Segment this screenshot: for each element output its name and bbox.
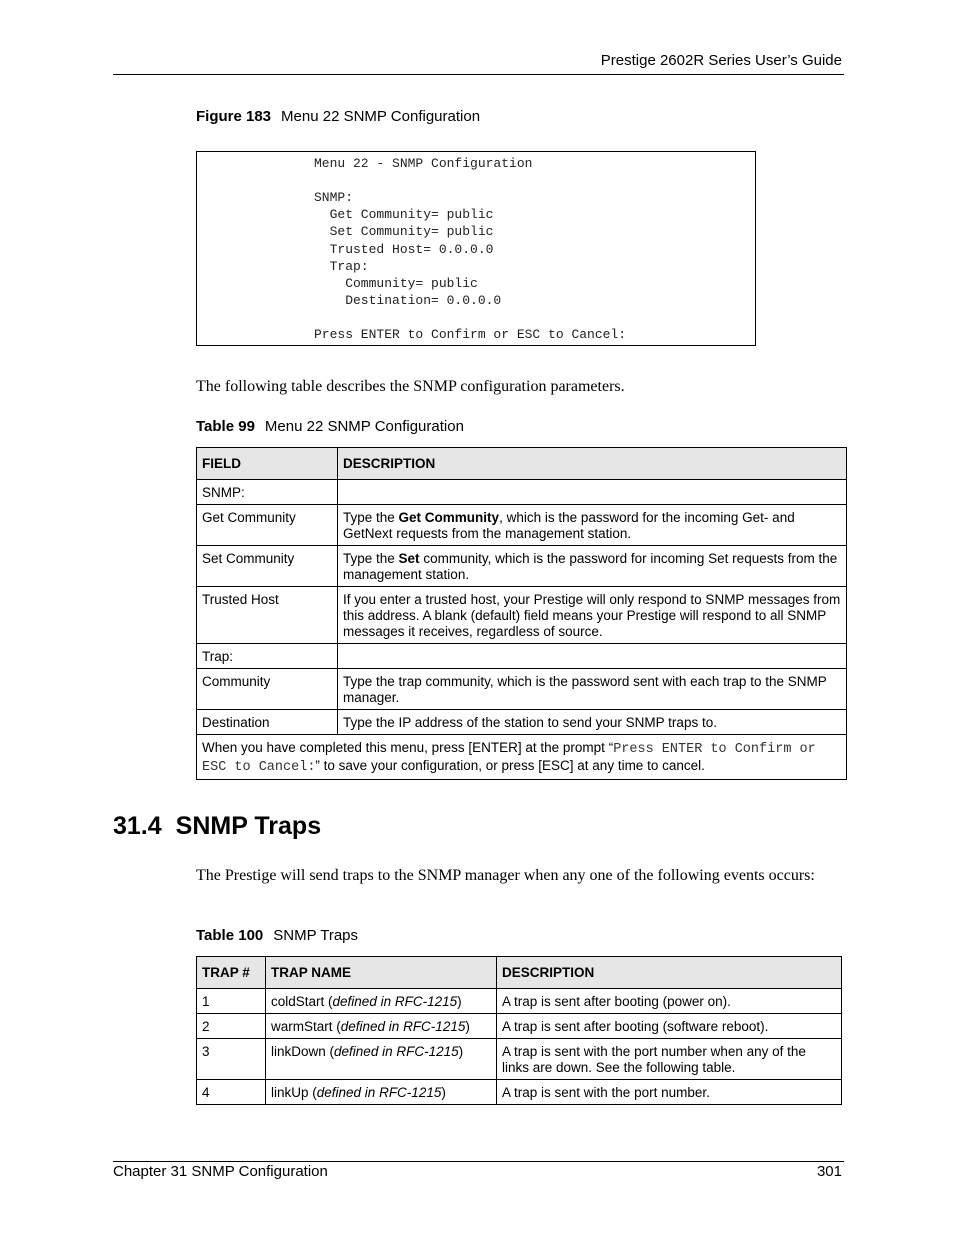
intro-paragraph: The following table describes the SNMP configuration parameters. [196, 378, 625, 395]
field-cell: SNMP: [197, 480, 338, 505]
table-row [197, 710, 847, 735]
column-header-description: DESCRIPTION [338, 448, 847, 480]
trap-reference: defined in RFC-1215 [334, 1044, 459, 1059]
table-row [197, 505, 847, 546]
table-row [197, 1014, 842, 1039]
table100-caption [196, 927, 358, 944]
footer-note-text: When you have completed this menu, press [ENTER] at the prompt “ [202, 740, 614, 755]
field-cell: Get Community [197, 505, 338, 546]
table-header-row [197, 448, 847, 480]
table-row [197, 644, 847, 669]
table-header-row [197, 957, 842, 989]
description-cell: A trap is sent after booting (software reboot). [497, 1014, 842, 1039]
terminal-line: Trap: [314, 259, 369, 274]
description-cell: Type the IP address of the station to send your SNMP traps to. [338, 710, 847, 735]
field-cell: Trusted Host [197, 587, 338, 644]
figure-label: Figure 183 [196, 108, 272, 125]
trap-name-cell: coldStart (defined in RFC-1215) [266, 989, 497, 1014]
trap-reference: defined in RFC-1215 [332, 994, 458, 1009]
terminal-line: Trusted Host= 0.0.0.0 [314, 242, 494, 257]
trap-number-cell: 4 [197, 1080, 266, 1105]
table-footer-note [197, 735, 847, 780]
field-cell: Trap: [197, 644, 338, 669]
snmp-traps-table [196, 956, 842, 1105]
description-cell [338, 505, 847, 546]
section-number: 31.4 [113, 812, 162, 840]
description-cell: A trap is sent after booting (power on). [497, 989, 842, 1014]
trap-name-cell: warmStart (defined in RFC-1215) [266, 1014, 497, 1039]
trap-name: warmStart [271, 1019, 333, 1034]
column-header-description: DESCRIPTION [497, 957, 842, 989]
description-text: , which is the password for the incoming Get- and GetNext requests from the management station. [343, 510, 795, 541]
description-bold-term: Set [398, 551, 420, 566]
field-cell: Destination [197, 710, 338, 735]
trap-number-cell: 1 [197, 989, 266, 1014]
footer-page-number: 301 [816, 1163, 842, 1180]
terminal-line: Press ENTER to Confirm or ESC to Cancel: [314, 327, 627, 342]
field-cell: Set Community [197, 546, 338, 587]
footer-chapter: Chapter 31 SNMP Configuration [113, 1163, 328, 1180]
description-cell: Type the trap community, which is the password sent with each trap to the SNMP manager. [338, 669, 847, 710]
section-heading [113, 812, 335, 841]
header-rule [113, 74, 844, 75]
description-cell: If you enter a trusted host, your Prestige will only respond to SNMP messages from this address. A blank (default) field means your Prestige will respond to all SNMP messages it receives, regardless of source. [338, 587, 847, 644]
terminal-line: Community= public [314, 276, 478, 291]
table99-caption [196, 418, 464, 435]
trap-name: coldStart [271, 994, 325, 1009]
description-text: Type the [343, 551, 399, 566]
table100-title: SNMP Traps [273, 927, 359, 944]
terminal-line: SNMP: [314, 190, 354, 205]
section-paragraph: The Prestige will send traps to the SNMP manager when any one of the following events occurs: [196, 867, 815, 884]
trap-name: linkUp [271, 1085, 309, 1100]
footer-note-text: ” to save your configuration, or press [ESC] at any time to cancel. [315, 758, 705, 773]
section-title: SNMP Traps [175, 812, 322, 840]
figure-caption [196, 108, 480, 125]
description-text: community, which is the password for incoming Set requests from the management station. [343, 551, 838, 582]
terminal-screen [196, 151, 756, 346]
terminal-line: Menu 22 - SNMP Configuration [314, 156, 533, 171]
column-header-field: FIELD [197, 448, 338, 480]
description-cell [338, 546, 847, 587]
snmp-config-table [196, 447, 847, 780]
trap-name-cell: linkDown (defined in RFC-1215) [266, 1039, 497, 1080]
table-row [197, 989, 842, 1014]
trap-number-cell: 3 [197, 1039, 266, 1080]
table99-label: Table 99 [196, 418, 255, 435]
terminal-line: Set Community= public [314, 224, 494, 239]
column-header-trap-name: TRAP NAME [266, 957, 497, 989]
table99-title: Menu 22 SNMP Configuration [264, 418, 464, 435]
description-bold-term: Get Community [398, 510, 500, 525]
trap-reference: defined in RFC-1215 [316, 1085, 442, 1100]
trap-number-cell: 2 [197, 1014, 266, 1039]
table-row [197, 1080, 842, 1105]
table-row [197, 669, 847, 710]
page-header-title: Prestige 2602R Series User’s Guide [600, 52, 842, 69]
description-text: Type the [343, 510, 399, 525]
field-cell: Community [197, 669, 338, 710]
terminal-line: Get Community= public [314, 207, 494, 222]
table-footer-row [197, 735, 847, 780]
description-cell [338, 480, 847, 505]
trap-name-cell: linkUp (defined in RFC-1215) [266, 1080, 497, 1105]
table-row [197, 587, 847, 644]
column-header-trap-number: TRAP # [197, 957, 266, 989]
table-row [197, 480, 847, 505]
table-row [197, 1039, 842, 1080]
description-cell: A trap is sent with the port number when any of the links are down. See the following table. [497, 1039, 842, 1080]
footer-note-code: Press ENTER to Confirm or ESC to Cancel: [202, 742, 816, 775]
footer-rule [113, 1161, 844, 1162]
trap-name: linkDown [271, 1044, 326, 1059]
table100-label: Table 100 [196, 927, 264, 944]
table-row [197, 546, 847, 587]
description-cell: A trap is sent with the port number. [497, 1080, 842, 1105]
description-cell [338, 644, 847, 669]
terminal-line: Destination= 0.0.0.0 [314, 293, 502, 308]
figure-title: Menu 22 SNMP Configuration [281, 108, 481, 125]
trap-reference: defined in RFC-1215 [340, 1019, 466, 1034]
